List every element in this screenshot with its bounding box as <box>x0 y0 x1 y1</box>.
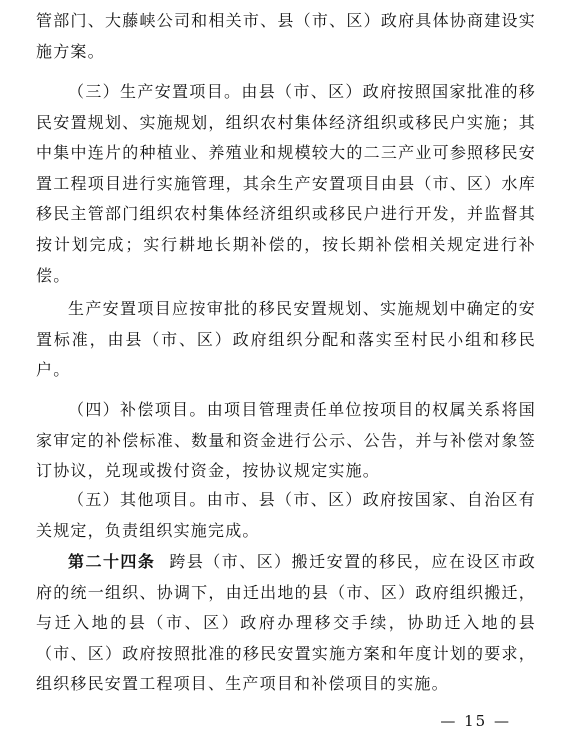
paragraph-production-resettlement: （三）生产安置项目。由县（市、区）政府按照国家批准的移民安置规划、实施规划，组织农村集体经济组织或移民户实施；其中集中连片的种植业、养殖业和规模较大的二三产业可参照移民安置工程项目进行实施管理，其余生产安置项目由县（市、区）水库移民主管部门组织农村集体经济组织或移民户进行开发，并监督其按计划完成；实行耕地长期补偿的，按长期补偿相关规定进行补偿。 <box>36 82 536 285</box>
paragraph-continuation: 管部门、大藤峡公司和相关市、县（市、区）政府具体协商建设实施方案。 <box>36 11 536 61</box>
paragraph-compensation-items: （四）补偿项目。由项目管理责任单位按项目的权属关系将国家审定的补偿标准、数量和资金进行公示、公告，并与补偿对象签订协议，兑现或拨付资金，按协议规定实施。 <box>36 400 536 481</box>
article-24 <box>36 547 536 700</box>
article-text: 跨县（市、区）搬迁安置的移民，应在设区市政府的统一组织、协调下，由迁出地的县（市、区）政府组织搬迁，与迁入地的县（市、区）政府办理移交手续，协助迁入地的县（市、区）政府按照批准的移民安置实施方案和年度计划的要求，组织移民安置工程项目、生产项目和补偿项目的实施。 <box>36 552 536 694</box>
paragraph-production-standards: 生产安置项目应按审批的移民安置规划、实施规划中确定的安置标准，由县（市、区）政府组织分配和落实至村民小组和移民户。 <box>36 299 536 380</box>
article-label: 第二十四条 <box>68 552 156 571</box>
page-number: — 15 — <box>440 712 511 730</box>
paragraph-other-items: （五）其他项目。由市、县（市、区）政府按国家、自治区有关规定，负责组织实施完成。 <box>36 490 536 540</box>
